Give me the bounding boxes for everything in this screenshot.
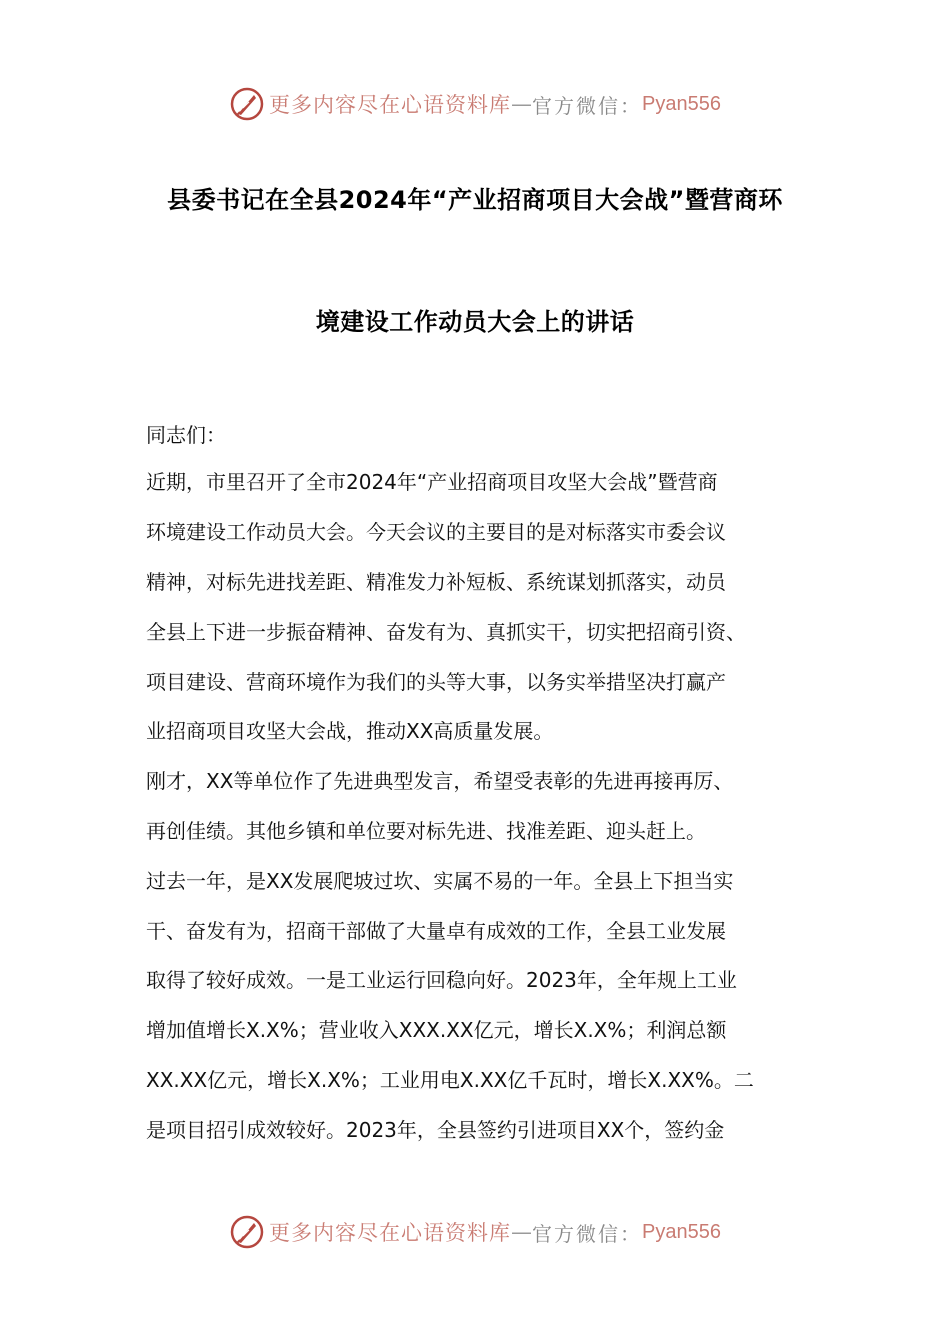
document-title-line-2: 境建设工作动员大会上的讲话 bbox=[315, 308, 635, 336]
banner-separator: — bbox=[511, 1220, 533, 1244]
body-line: 业招商项目攻坚大会战，推动XX高质量发展。 bbox=[146, 719, 554, 743]
body-line: 环境建设工作动员大会。今天会议的主要目的是对标落实市委会议 bbox=[146, 520, 726, 544]
body-line: 项目建设、营商环境作为我们的头等大事，以务实举措坚决打赢产 bbox=[146, 670, 726, 694]
body-line: 取得了较好成效。一是工业运行回稳向好。2023年，全年规上工业 bbox=[146, 968, 737, 992]
document-title-line-1: 县委书记在全县2024年“产业招商项目大会战”暨营商环 bbox=[167, 186, 783, 214]
banner-brand-text: 更多内容尽在心语资料库 bbox=[269, 93, 512, 117]
body-line: 再创佳绩。其他乡镇和单位要对标先进、找准差距、迎头赶上。 bbox=[146, 819, 706, 843]
banner-wechat-label: 官方微信： bbox=[532, 93, 643, 118]
quill-pen-logo-icon bbox=[229, 1214, 265, 1250]
body-line: 是项目招引成效较好。2023年，全县签约引进项目XX个，签约金 bbox=[146, 1118, 725, 1142]
footer-banner bbox=[0, 1210, 950, 1254]
banner-wechat-label: 官方微信： bbox=[532, 1221, 643, 1246]
body-line: 过去一年，是XX发展爬坡过坎、实属不易的一年。全县上下担当实 bbox=[146, 869, 734, 893]
quill-pen-logo-icon bbox=[229, 86, 265, 122]
body-line: 全县上下进一步振奋精神、奋发有为、真抓实干，切实把招商引资、 bbox=[146, 620, 746, 644]
banner-wechat-account: Pyan556 bbox=[642, 92, 721, 115]
banner-separator: — bbox=[511, 92, 533, 116]
salutation: 同志们： bbox=[146, 423, 226, 447]
banner-brand-text: 更多内容尽在心语资料库 bbox=[269, 1221, 512, 1245]
body-line: 近期，市里召开了全市2024年“产业招商项目攻坚大会战”暨营商 bbox=[146, 470, 718, 494]
body-line: XX.XX亿元，增长X.X%；工业用电X.XX亿千瓦时，增长X.XX%。二 bbox=[146, 1068, 754, 1092]
header-banner bbox=[0, 82, 950, 126]
body-line: 精神，对标先进找差距、精准发力补短板、系统谋划抓落实，动员 bbox=[146, 570, 726, 594]
banner-wechat-account: Pyan556 bbox=[642, 1220, 721, 1243]
body-line: 干、奋发有为，招商干部做了大量卓有成效的工作，全县工业发展 bbox=[146, 919, 726, 943]
body-line: 增加值增长X.X%；营业收入XXX.XX亿元，增长X.X%；利润总额 bbox=[146, 1018, 727, 1042]
body-line: 刚才，XX等单位作了先进典型发言，希望受表彰的先进再接再厉、 bbox=[146, 769, 734, 793]
